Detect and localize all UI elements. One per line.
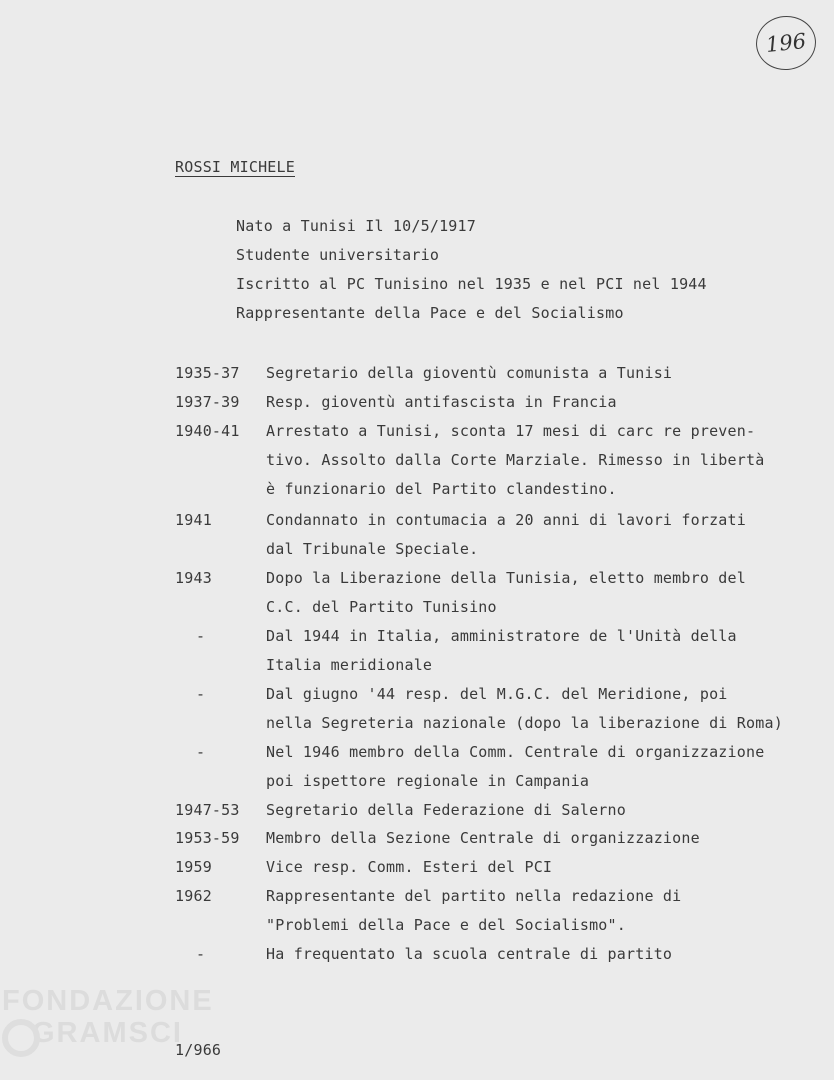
entry-text: nella Segreteria nazionale (dopo la liberazione di Roma)	[266, 714, 783, 732]
entry-text: Resp. gioventù antifascista in Francia	[266, 393, 617, 411]
page-footer-reference: 1/966	[175, 1041, 222, 1059]
intro-line: Nato a Tunisi Il 10/5/1917	[236, 217, 476, 235]
entry-text: "Problemi della Pace e del Socialismo".	[266, 916, 626, 934]
intro-line: Iscritto al PC Tunisino nel 1935 e nel PCI nel 1944	[236, 275, 707, 293]
entry-text: C.C. del Partito Tunisino	[266, 598, 497, 616]
entry-year: 1937-39	[175, 393, 240, 411]
entry-text: Segretario della Federazione di Salerno	[266, 801, 626, 819]
entry-year: 1935-37	[175, 364, 240, 382]
entry-text: Ha frequentato la scuola centrale di partito	[266, 945, 673, 963]
watermark-line1: FONDAZIONE	[2, 985, 214, 1017]
entry-dash: -	[196, 945, 206, 963]
entry-text: Segretario della gioventù comunista a Tunisi	[266, 364, 673, 382]
archive-number-stamp	[753, 13, 818, 73]
watermark-line2: GRAMSCI	[32, 1017, 183, 1049]
entry-dash: -	[196, 685, 206, 703]
entry-year: 1959	[175, 858, 212, 876]
entry-text: Condannato in contumacia a 20 anni di lavori forzati	[266, 511, 746, 529]
watermark-g-icon	[2, 1019, 40, 1057]
entry-text: Arrestato a Tunisi, sconta 17 mesi di carc re preven-	[266, 422, 756, 440]
intro-line: Rappresentante della Pace e del Socialismo	[236, 304, 624, 322]
entry-text: Nel 1946 membro della Comm. Centrale di organizzazione	[266, 743, 765, 761]
entry-year: 1953-59	[175, 829, 240, 847]
entry-text: Italia meridionale	[266, 656, 433, 674]
entry-text: Dopo la Liberazione della Tunisia, eletto membro del	[266, 569, 746, 587]
stamp-number: 196	[764, 28, 808, 58]
entry-text: Dal 1944 in Italia, amministratore de l'Unità della	[266, 627, 737, 645]
page-title: ROSSI MICHELE	[175, 158, 295, 176]
entry-text: poi ispettore regionale in Campania	[266, 772, 590, 790]
entry-text: Vice resp. Comm. Esteri del PCI	[266, 858, 553, 876]
entry-dash: -	[196, 627, 206, 645]
entry-year: 1943	[175, 569, 212, 587]
entry-year: 1941	[175, 511, 212, 529]
intro-line: Studente universitario	[236, 246, 440, 264]
entry-text: dal Tribunale Speciale.	[266, 540, 479, 558]
entry-text: Dal giugno '44 resp. del M.G.C. del Meridione, poi	[266, 685, 728, 703]
entry-text: Membro della Sezione Centrale di organizzazione	[266, 829, 700, 847]
entry-year: 1962	[175, 887, 212, 905]
entry-text: Rappresentante del partito nella redazione di	[266, 887, 682, 905]
entry-text: è funzionario del Partito clandestino.	[266, 480, 617, 498]
entry-year: 1940-41	[175, 422, 240, 440]
entry-text: tivo. Assolto dalla Corte Marziale. Rimesso in libertà	[266, 451, 765, 469]
entry-dash: -	[196, 743, 206, 761]
entry-year: 1947-53	[175, 801, 240, 819]
